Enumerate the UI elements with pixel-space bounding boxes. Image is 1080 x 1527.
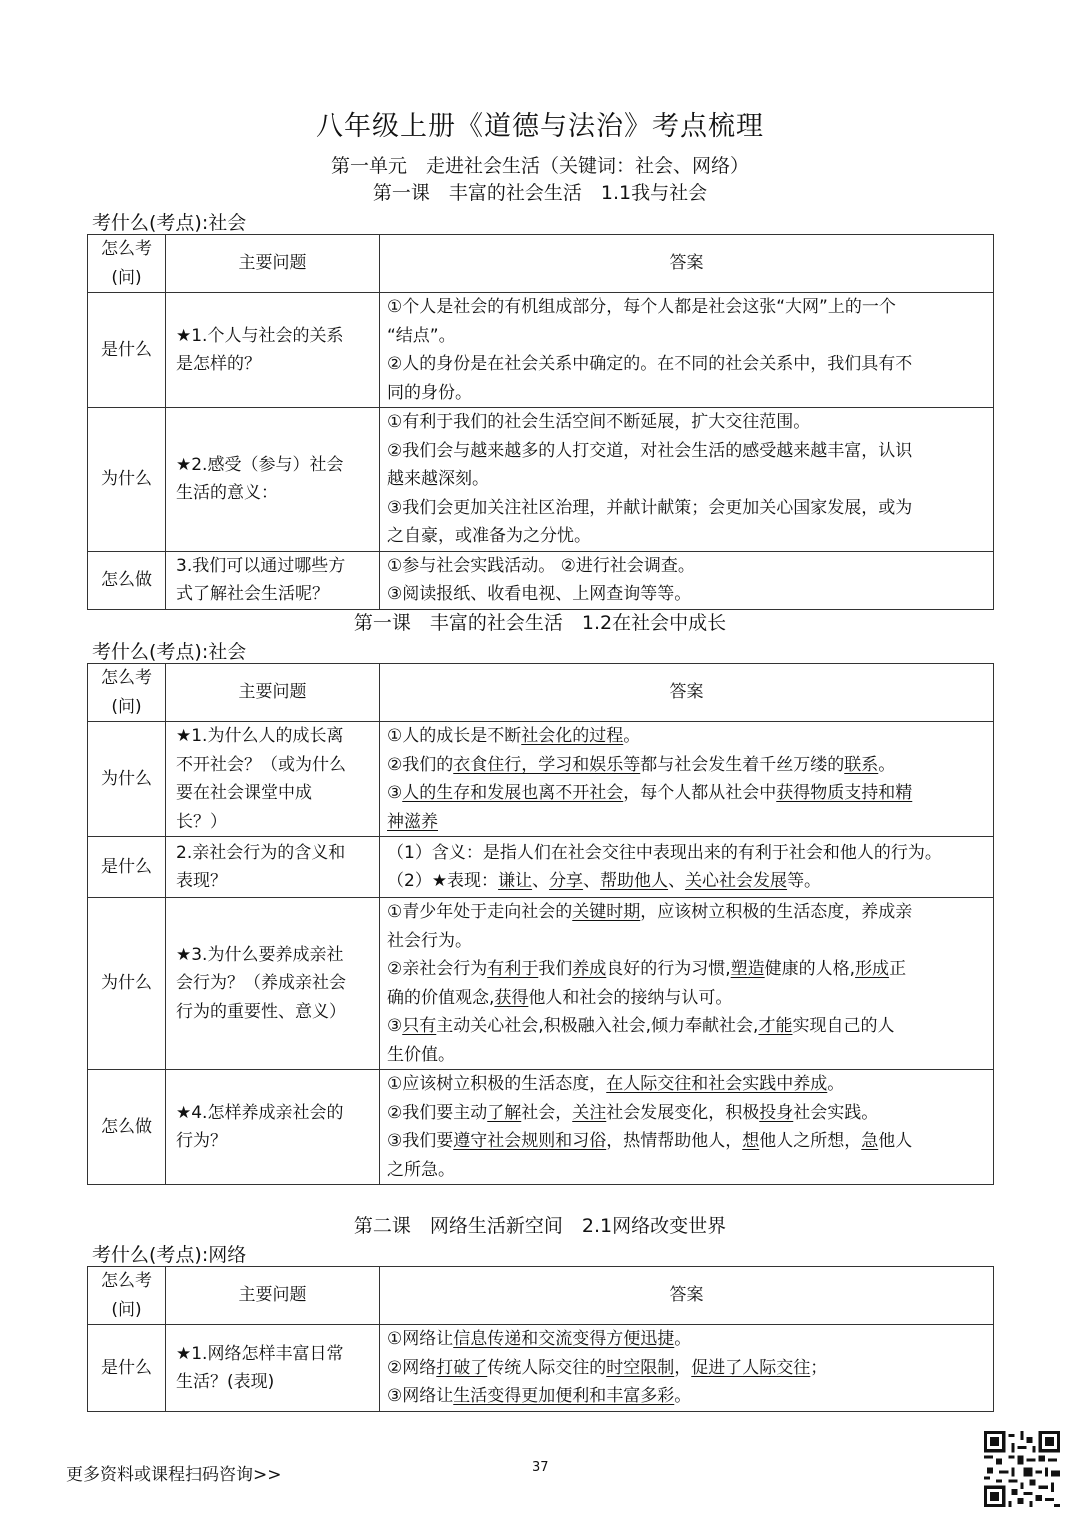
row-answer: ①网络让信息传递和交流变得方便迅捷。 ②网络打破了传统人际交往的时空限制，促进了人际交往； ③网络让生活变得更加便利和丰富多彩。 [380, 1325, 994, 1412]
lesson-heading: 第一课 丰富的社会生活 1.2在社会中成长 [353, 612, 727, 634]
table-row [88, 551, 994, 609]
table-row [88, 722, 994, 837]
table-row [88, 1325, 994, 1412]
table-row [88, 837, 994, 898]
row-type: 是什么 [88, 837, 166, 898]
table-1-1 [87, 234, 994, 610]
table-2-1 [87, 1266, 994, 1412]
page-number: 37 [532, 1460, 549, 1475]
table-row [88, 898, 994, 1070]
row-answer: ①青少年处于走向社会的关键时期，应该树立积极的生活态度，养成亲 社会行为。 ②亲社会行为有利于我们养成良好的行为习惯,塑造健康的人格,形成正 确的价值观念,获得他人和社会的接纳与认可。 ③只有主动关心社会,积极融入社会,倾力奉献社会,才能实现自己的人 生价值。 [380, 898, 994, 1070]
row-type: 是什么 [88, 1325, 166, 1412]
kaodian-label: 考什么(考点):社会 [92, 212, 247, 234]
row-answer: ①参与社会实践活动。 ②进行社会调查。 ③阅读报纸、收看电视、上网查询等等。 [380, 551, 994, 609]
lesson-heading: 第二课 网络生活新空间 2.1网络改变世界 [353, 1215, 727, 1237]
row-type: 怎么做 [88, 551, 166, 609]
table-row [88, 1070, 994, 1185]
lesson-heading: 第一课 丰富的社会生活 1.1我与社会 [372, 182, 708, 204]
row-type: 为什么 [88, 408, 166, 552]
header-answer: 答案 [380, 235, 994, 293]
row-question: ★4.怎样养成亲社会的 行为？ [166, 1070, 380, 1185]
table-row [88, 408, 994, 552]
header-type: 怎么考 (问) [88, 1267, 166, 1325]
row-type: 怎么做 [88, 1070, 166, 1185]
row-question: ★1.个人与社会的关系 是怎样的？ [166, 293, 380, 408]
header-question: 主要问题 [166, 664, 380, 722]
row-answer: ①有利于我们的社会生活空间不断延展，扩大交往范围。 ②我们会与越来越多的人打交道，对社会生活的感受越来越丰富，认识 越来越深刻。 ③我们会更加关注社区治理，并献计献策；会更加关心国家发展，或为 之自豪，或准备为之分忧。 [380, 408, 994, 552]
table-row [88, 293, 994, 408]
row-question: 3.我们可以通过哪些方 式了解社会生活呢？ [166, 551, 380, 609]
header-type: 怎么考 (问) [88, 664, 166, 722]
kaodian-label: 考什么(考点):社会 [92, 641, 247, 663]
row-question: ★3.为什么要养成亲社 会行为？（养成亲社会 行为的重要性、意义） [166, 898, 380, 1070]
header-question: 主要问题 [166, 235, 380, 293]
row-question: ★2.感受（参与）社会 生活的意义： [166, 408, 380, 552]
document-title: 八年级上册《道德与法治》考点梳理 [316, 111, 764, 142]
row-question: 2.亲社会行为的含义和 表现？ [166, 837, 380, 898]
qr-code-icon[interactable] [984, 1431, 1060, 1507]
header-answer: 答案 [380, 664, 994, 722]
header-answer: 答案 [380, 1267, 994, 1325]
row-type: 为什么 [88, 898, 166, 1070]
row-question: ★1.为什么人的成长离 不开社会？（或为什么 要在社会课堂中成 长？） [166, 722, 380, 837]
table-header-row [88, 664, 994, 722]
kaodian-label: 考什么(考点):网络 [92, 1244, 247, 1266]
table-1-2 [87, 663, 994, 1185]
row-answer: ①应该树立积极的生活态度，在人际交往和社会实践中养成。 ②我们要主动了解社会，关注社会发展变化，积极投身社会实践。 ③我们要遵守社会规则和习俗，热情帮助他人，想他人之所想，急他人 之所急。 [380, 1070, 994, 1185]
header-question: 主要问题 [166, 1267, 380, 1325]
row-answer: （1）含义：是指人们在社会交往中表现出来的有利于社会和他人的行为。 （2）★表现：谦让、分享、帮助他人、关心社会发展等。 [380, 837, 994, 898]
footer-promo[interactable]: 更多资料或课程扫码咨询>> [66, 1465, 282, 1485]
table-header-row [88, 1267, 994, 1325]
row-type: 为什么 [88, 722, 166, 837]
unit-heading: 第一单元 走进社会生活（关键词：社会、网络） [330, 155, 749, 177]
row-answer: ①个人是社会的有机组成部分，每个人都是社会这张“大网”上的一个 “结点”。 ②人的身份是在社会关系中确定的。在不同的社会关系中，我们具有不 同的身份。 [380, 293, 994, 408]
header-type: 怎么考 (问) [88, 235, 166, 293]
row-type: 是什么 [88, 293, 166, 408]
table-header-row [88, 235, 994, 293]
row-answer: ①人的成长是不断社会化的过程。 ②我们的衣食住行，学习和娱乐等都与社会发生着千丝万缕的联系。 ③人的生存和发展也离不开社会，每个人都从社会中获得物质支持和精 神滋养 [380, 722, 994, 837]
row-question: ★1.网络怎样丰富日常 生活？(表现) [166, 1325, 380, 1412]
